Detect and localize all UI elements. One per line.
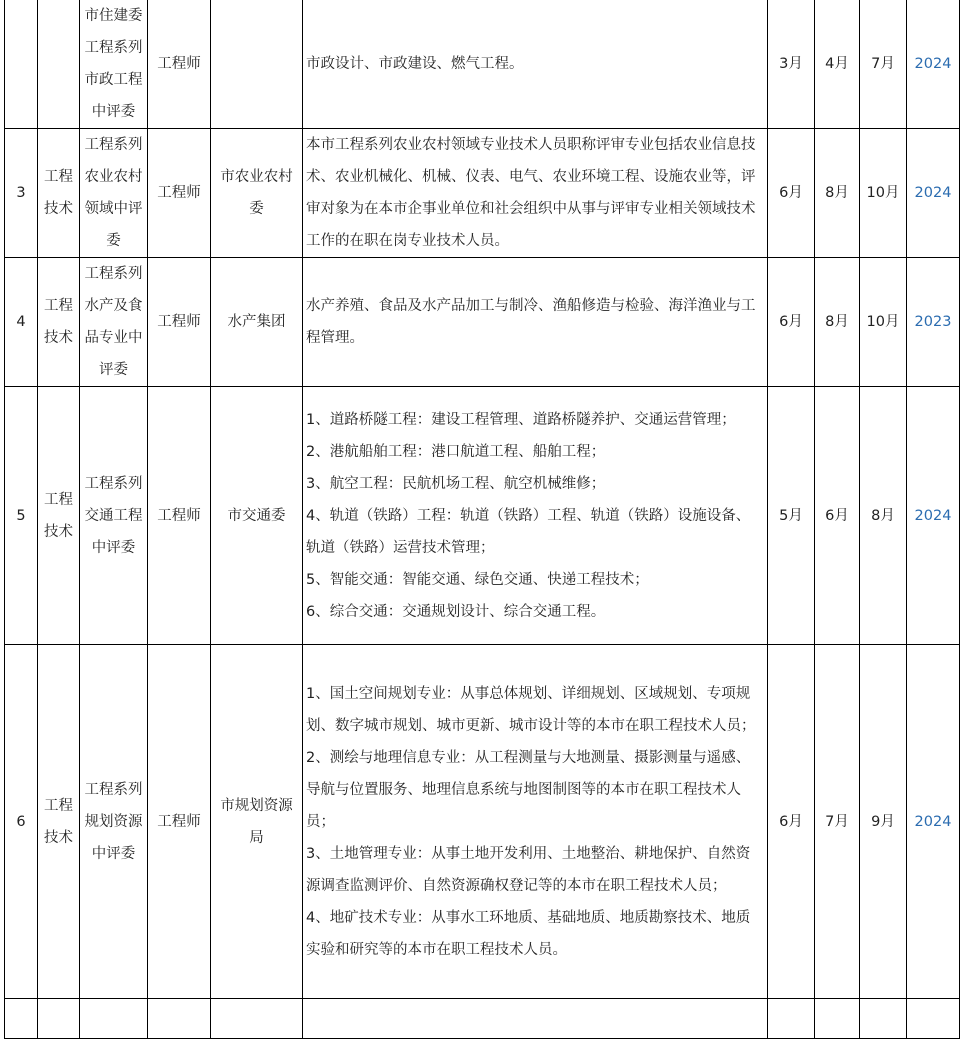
title-cell: 工程师: [148, 387, 211, 645]
month-cell-2: 7月: [815, 645, 860, 999]
title-cell: 工程师: [148, 258, 211, 387]
table-row: [5, 0, 960, 129]
month-cell-3: 7月: [860, 0, 907, 129]
organization-cell: 市规划资源局: [211, 645, 303, 999]
row-number: 3: [5, 129, 38, 258]
description-line: 1、道路桥隧工程：建设工程管理、道路桥隧养护、交通运营管理；: [306, 411, 736, 428]
description-line: 4、轨道（铁路）工程：轨道（铁路）工程、轨道（铁路）设施设备、轨道（铁路）运营技术管理；: [306, 507, 751, 556]
organization-cell: 水产集团: [211, 258, 303, 387]
month-cell-1: 6月: [768, 258, 815, 387]
description-line: 6、综合交通：交通规划设计、综合交通工程。: [306, 603, 606, 620]
category-cell: 工程技术: [38, 387, 80, 645]
title-cell: 工程师: [148, 645, 211, 999]
organization-cell: [211, 0, 303, 129]
description-line: 5、智能交通：智能交通、绿色交通、快递工程技术；: [306, 571, 649, 588]
row-number: [5, 0, 38, 129]
committee-cell: 市住建委工程系列市政工程中评委: [80, 0, 148, 129]
month-cell-3: [860, 999, 907, 1039]
category-cell: [38, 0, 80, 129]
description-line: 2、港航船舶工程：港口航道工程、船舶工程；: [306, 443, 606, 460]
month-cell-2: 4月: [815, 0, 860, 129]
description-cell: [303, 0, 768, 129]
row-number: 6: [5, 645, 38, 999]
month-cell-1: [768, 999, 815, 1039]
year-link[interactable]: 2023: [907, 258, 960, 387]
description-line: 3、航空工程：民航机场工程、航空机械维修；: [306, 475, 606, 492]
category-cell: 工程技术: [38, 129, 80, 258]
description-line: 1、国土空间规划专业：从事总体规划、详细规划、区域规划、专项规划、数字城市规划、城市更新、城市设计等的本市在职工程技术人员；: [306, 685, 756, 734]
committee-cell: 工程系列规划资源中评委: [80, 645, 148, 999]
category-cell: 工程技术: [38, 258, 80, 387]
organization-cell: [211, 999, 303, 1039]
table-row: [5, 387, 960, 645]
description-cell: [303, 999, 768, 1039]
month-cell-3: 9月: [860, 645, 907, 999]
month-cell-2: 8月: [815, 129, 860, 258]
year-link[interactable]: 2024: [907, 645, 960, 999]
description-line: 水产养殖、食品及水产品加工与制冷、渔船修造与检验、海洋渔业与工程管理。: [306, 298, 756, 346]
year-link[interactable]: 2024: [907, 387, 960, 645]
organization-cell: 市交通委: [211, 387, 303, 645]
committee-cell: 工程系列农业农村领域中评委: [80, 129, 148, 258]
title-cell: [148, 999, 211, 1039]
description-line: 2、测绘与地理信息专业：从工程测量与大地测量、摄影测量与遥感、导航与位置服务、地理信息系统与地图制图等的本市在职工程技术人员；: [306, 749, 751, 830]
table-row: [5, 258, 960, 387]
month-cell-1: 6月: [768, 645, 815, 999]
committee-cell: 工程系列交通工程中评委: [80, 387, 148, 645]
month-cell-2: 6月: [815, 387, 860, 645]
row-number: 4: [5, 258, 38, 387]
year-link[interactable]: [907, 999, 960, 1039]
month-cell-1: 6月: [768, 129, 815, 258]
description-cell: [303, 387, 768, 645]
qualification-table: [4, 0, 960, 1039]
description-line: 本市工程系列农业农村领域专业技术人员职称评审专业包括农业信息技术、农业机械化、机械、仪表、电气、农业环境工程、设施农业等，评审对象为在本市企事业单位和社会组织中从事与评审专业相关领域技术工作的在职在岗专业技术人员。: [306, 137, 756, 249]
description-cell: [303, 258, 768, 387]
month-cell-3: 10月: [860, 258, 907, 387]
month-cell-3: 10月: [860, 129, 907, 258]
organization-cell: 市农业农村委: [211, 129, 303, 258]
table-row: [5, 129, 960, 258]
committee-cell: 工程系列水产及食品专业中评委: [80, 258, 148, 387]
month-cell-3: 8月: [860, 387, 907, 645]
description-cell: [303, 129, 768, 258]
year-link[interactable]: 2024: [907, 129, 960, 258]
description-line: 3、土地管理专业：从事土地开发利用、土地整治、耕地保护、自然资源调查监测评价、自然资源确权登记等的本市在职工程技术人员；: [306, 845, 751, 894]
title-cell: 工程师: [148, 129, 211, 258]
table-row: [5, 999, 960, 1039]
category-cell: 工程技术: [38, 645, 80, 999]
committee-cell: [80, 999, 148, 1039]
row-number: [5, 999, 38, 1039]
category-cell: [38, 999, 80, 1039]
year-link[interactable]: 2024: [907, 0, 960, 129]
description-line: 市政设计、市政建设、燃气工程。: [306, 55, 524, 72]
month-cell-1: 5月: [768, 387, 815, 645]
month-cell-2: 8月: [815, 258, 860, 387]
description-line: 4、地矿技术专业：从事水工环地质、基础地质、地质勘察技术、地质实验和研究等的本市在职工程技术人员。: [306, 909, 751, 958]
description-cell: [303, 645, 768, 999]
row-number: 5: [5, 387, 38, 645]
month-cell-2: [815, 999, 860, 1039]
title-cell: 工程师: [148, 0, 211, 129]
month-cell-1: 3月: [768, 0, 815, 129]
table-row: [5, 645, 960, 999]
